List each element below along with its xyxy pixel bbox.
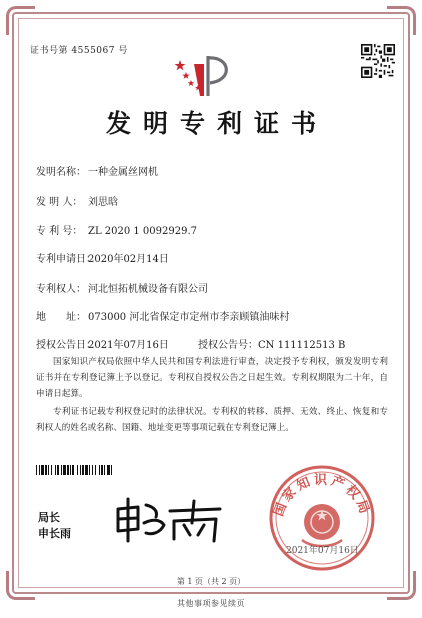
grant-date-label: 授权公告日： bbox=[36, 340, 96, 351]
inventor-value: 刘思晗 bbox=[88, 197, 118, 208]
cnipa-logo-icon bbox=[172, 50, 244, 100]
director-title: 局长 bbox=[38, 511, 60, 524]
document-title: 发明专利证书 bbox=[105, 109, 328, 138]
patentee-label: 专利权人： bbox=[36, 284, 86, 295]
address-label: 地 址： bbox=[36, 312, 86, 323]
page-number: 第 1 页（共 2 页） bbox=[176, 577, 246, 586]
certificate-number-value: 4555067 bbox=[71, 46, 115, 56]
grant-number-label: 授权公告号： bbox=[198, 340, 258, 351]
patent-number-label: 专 利 号： bbox=[36, 226, 83, 237]
certificate-number-label: 证书号第 bbox=[30, 46, 69, 56]
director-name: 申长雨 bbox=[38, 527, 71, 540]
seal-date: 2021年07月16日 bbox=[286, 546, 359, 556]
patentee-row bbox=[36, 280, 208, 295]
corner-ornament-top-left bbox=[6, 6, 35, 35]
certificate-number bbox=[30, 43, 128, 56]
inventor-row bbox=[36, 193, 118, 208]
grant-number-value: CN 111112513 B bbox=[258, 340, 346, 351]
seal-text: 国家知识产权局 bbox=[271, 473, 373, 519]
filing-date-row bbox=[36, 250, 169, 265]
filing-date-label: 专利申请日： bbox=[36, 254, 96, 265]
patent-number-value: ZL 2020 1 0092929.7 bbox=[88, 226, 198, 237]
invention-name-row bbox=[36, 163, 158, 178]
patent-number-row bbox=[36, 222, 197, 237]
address-value: 073000 河北省保定市定州市李亲顾镇油味村 bbox=[88, 312, 290, 323]
director-signature-icon bbox=[112, 495, 224, 545]
barcode-icon bbox=[36, 465, 184, 475]
legal-status-paragraph: 专利证书记载专利权登记时的法律状况。专利权的转移、质押、无效、终止、恢复和专利权人的姓名或名称、国籍、地址变更等事项记载在专利登记簿上。 bbox=[36, 407, 388, 433]
svg-text:国家知识产权局 bbox=[271, 472, 373, 519]
qr-code-icon bbox=[361, 44, 395, 78]
grant-statement-paragraph: 国家知识产权局依照中华人民共和国专利法进行审查，决定授予专利权，颁发发明专利证书并在专利登记簿上予以登记。专利权自授权公告之日起生效。专利权期限为二十年，自申请日起算。 bbox=[36, 357, 388, 399]
filing-date-value: 2020年02月14日 bbox=[88, 254, 169, 265]
inventor-label: 发 明 人： bbox=[36, 197, 83, 208]
invention-name-label: 发明名称： bbox=[36, 167, 86, 178]
grant-date-value: 2021年07月16日 bbox=[88, 340, 169, 351]
certificate-number-suffix: 号 bbox=[118, 46, 128, 56]
footer-note: 其他事项参见续页 bbox=[177, 599, 245, 608]
address-row bbox=[36, 308, 289, 323]
invention-name-value: 一种金属丝网机 bbox=[88, 167, 158, 178]
grant-row bbox=[36, 336, 345, 351]
patentee-value: 河北恒拓机械设备有限公司 bbox=[88, 284, 208, 295]
corner-ornament-top-right bbox=[387, 6, 416, 35]
